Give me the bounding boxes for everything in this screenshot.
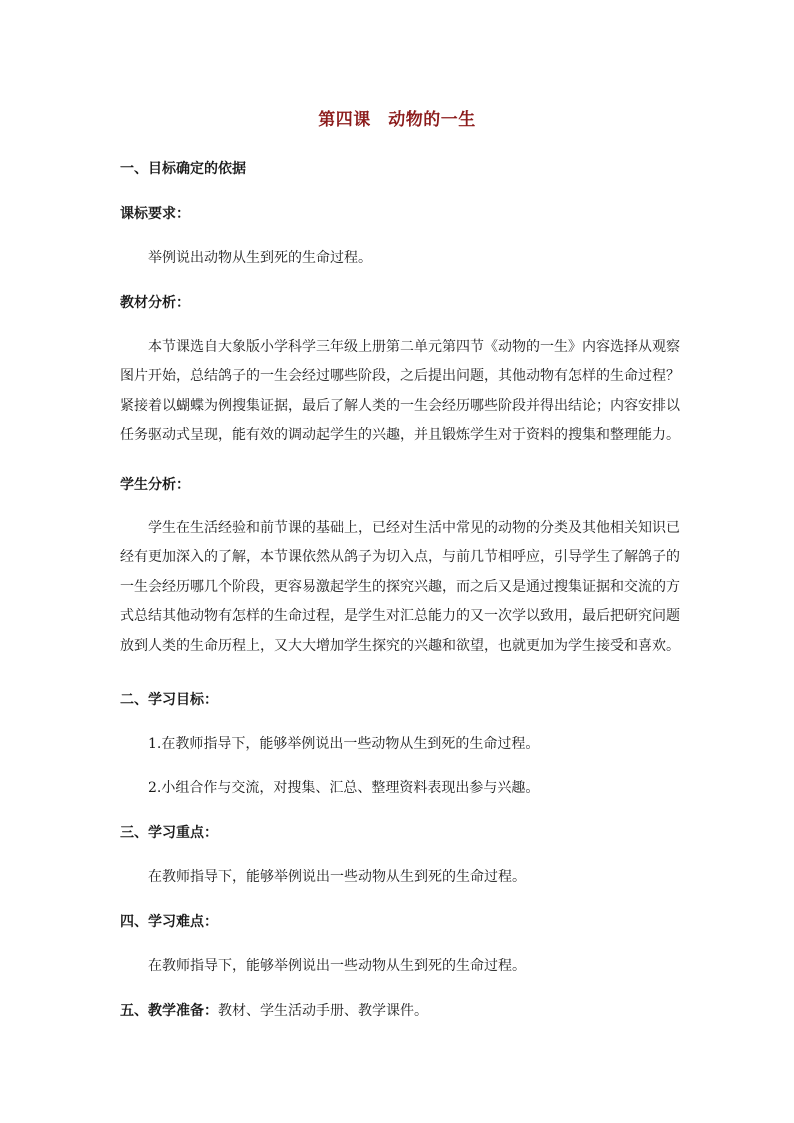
section-4-heading: 四、学习难点： <box>120 914 218 930</box>
lesson-title: 第四课 动物的一生 <box>318 110 476 130</box>
section-5-heading: 五、教学准备： <box>120 1003 218 1019</box>
textbook-label: 教材分析： <box>120 295 190 311</box>
objective-item-1: 1.在教师指导下，能够举例说出一些动物从生到死的生命过程。 <box>148 736 540 752</box>
curriculum-label: 课标要求： <box>120 206 190 222</box>
section-2-heading: 二、学习目标： <box>120 692 218 708</box>
section-5 <box>120 1000 428 1020</box>
student-label: 学生分析： <box>120 477 190 493</box>
student-analysis-text: 学生在生活经验和前节课的基础上，已经对生活中常见的动物的分类及其他相关知识已经有更加深入的了解，本节课依然从鸽子为切入点，与前几节相呼应，引导学生了解鸽子的一生会经历哪几个阶段，更容易激起学生的探究兴趣，而之后又是通过搜集证据和交流的方式总结其他动物有怎样的生命过程，是学生对汇总能力的又一次学以致用，最后把研究问题放到人类的生命历程上，又大大增加学生探究的兴趣和欲望，也就更加为学生接受和喜欢。 <box>120 520 680 654</box>
key-point-text: 在教师指导下，能够举例说出一些动物从生到死的生命过程。 <box>148 869 526 885</box>
objective-item-2: 2.小组合作与交流，对搜集、汇总、整理资料表现出参与兴趣。 <box>148 780 540 796</box>
difficulty-text: 在教师指导下，能够举例说出一些动物从生到死的生命过程。 <box>148 958 526 974</box>
curriculum-text: 举例说出动物从生到死的生命过程。 <box>148 250 372 266</box>
preparation-text: 教材、学生活动手册、教学课件。 <box>218 1003 428 1019</box>
section-3-heading: 三、学习重点： <box>120 825 218 841</box>
textbook-analysis-text: 本节课选自大象版小学科学三年级上册第二单元第四节《动物的一生》内容选择从观察图片开始，总结鸽子的一生会经过哪些阶段，之后提出问题，其他动物有怎样的生命过程？紧接着以蝴蝶为例搜集证据，最后了解人类的一生会经历哪些阶段并得出结论；内容安排以任务驱动式呈现，能有效的调动起学生的兴趣，并且锻炼学生对于资料的搜集和整理能力。 <box>120 339 680 444</box>
section-1-heading: 一、目标确定的依据 <box>120 161 246 177</box>
